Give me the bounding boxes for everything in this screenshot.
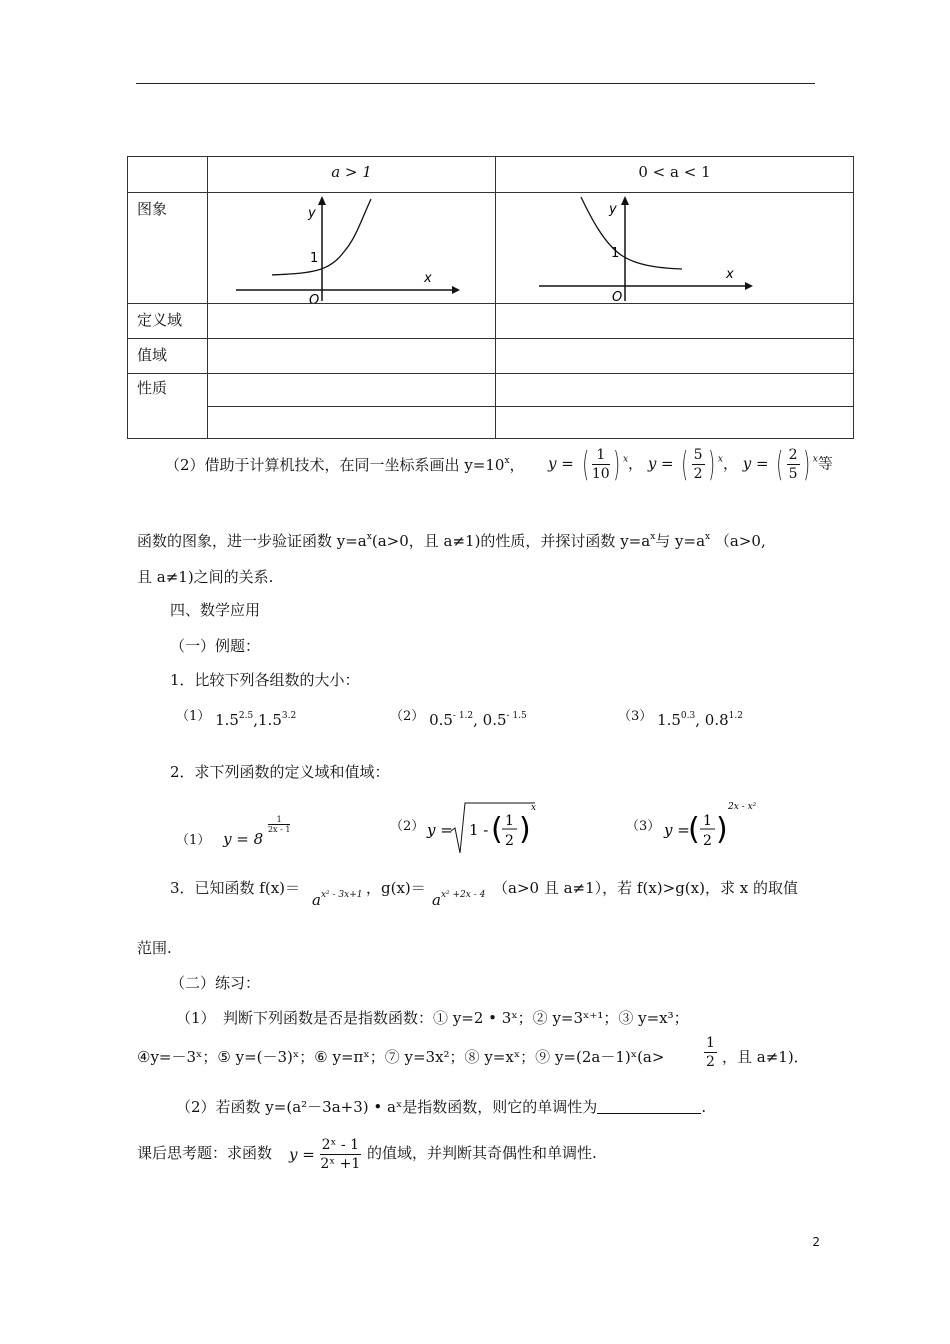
p2-sup: x <box>504 456 510 466</box>
x-label-a: x <box>424 271 432 286</box>
exp-1: x <box>622 454 629 465</box>
p2-line2-a: 函数的图象，进一步验证函数 y=a <box>137 532 367 550</box>
practice-title: （二）练习： <box>170 974 261 992</box>
row-graph-label-cell <box>127 192 208 304</box>
frac-2-den: 2 <box>693 466 703 482</box>
p2-y3: y = <box>742 454 769 473</box>
q2-3-exp: 2x - x² <box>728 802 757 812</box>
p2-fractions: y = ( $\frac{1}{10}$ ) $^x$， y = ( $\frac{5}{2}$ ) $^x$， y = ( $\frac{2}{5}$ ) $^x$等 <box>548 444 833 485</box>
header-a-lt-1-text: 0 < a < 1 <box>638 163 711 181</box>
q2-3-y: y = <box>664 821 690 839</box>
row-domain-label-cell <box>127 303 208 339</box>
exp-2: x <box>717 454 723 465</box>
q1-item-2 <box>390 707 527 730</box>
y-label-a: y <box>308 206 316 221</box>
rparen-3: ) <box>802 444 810 485</box>
q3-line2: 范围. <box>137 939 172 957</box>
exp-3: x <box>812 454 818 465</box>
y-label-b: y <box>609 202 617 217</box>
q3-fexpr <box>312 890 362 910</box>
props-a-cell-1 <box>207 373 496 407</box>
q2-item-2 <box>390 815 424 837</box>
think-num: 2ˣ - 1 <box>321 1137 359 1153</box>
p2-line2-d: （a>0, <box>714 532 766 550</box>
q2-item-3 <box>626 815 660 837</box>
one-label-a: 1 <box>310 251 319 266</box>
one-label-b: 1 <box>611 246 620 261</box>
props-a-cell-2 <box>207 406 496 439</box>
p2-deng: 等 <box>817 454 833 473</box>
q2-1-exp-den: 2x - 1 <box>267 825 291 834</box>
q1-2-base: 0.5 <box>429 711 453 729</box>
rparen-1: ) <box>613 444 620 485</box>
row-range-label-cell <box>127 338 208 374</box>
row-range-label: 值域 <box>137 346 168 364</box>
p2-text: （2）借助于计算机技术，在同一坐标系画出 y=10 <box>165 456 505 474</box>
frac-5-2 <box>692 446 705 483</box>
domain-a-cell <box>207 303 496 339</box>
q3-line1 <box>170 878 300 898</box>
y-arrow-b <box>621 196 629 205</box>
p2-y2: y = <box>647 454 674 473</box>
origin-label-a: O <box>309 293 320 305</box>
q3-part-b: ，g(x)＝ <box>366 879 426 897</box>
think-y: y = <box>289 1145 315 1164</box>
frac-2-num: 5 <box>693 447 703 463</box>
q1-1-label: （1） <box>176 709 211 724</box>
q2-3-num: 1 <box>703 813 712 829</box>
q1-2-mid: , 0.5 <box>473 711 507 729</box>
graph-decreasing-exponential <box>496 193 855 305</box>
graph-a-gt-1-cell <box>207 192 496 304</box>
origin-label-b: O <box>612 290 623 305</box>
half-num: 1 <box>706 1035 715 1051</box>
q1-1-base: 1.5 <box>215 711 239 729</box>
graph-a-lt-1-cell <box>495 192 854 304</box>
half-den: 2 <box>706 1054 715 1070</box>
practice-1-line2-a: ④y=－3ˣ；⑤ y=(－3)ˣ；⑥ y=πˣ；⑦ y=3x²；⑧ y=xˣ；⑨ y=(2a－1)ˣ(a> <box>137 1048 665 1066</box>
q2-2-label: （2） <box>390 819 425 834</box>
frac-1-10 <box>592 446 610 483</box>
frac-3-num: 2 <box>788 447 798 463</box>
q2-3-label: （3） <box>626 819 661 834</box>
row-graph-label: 图象 <box>137 200 168 218</box>
props-b-cell-1 <box>495 373 854 407</box>
page-number: 2 <box>812 1235 820 1249</box>
header-rule <box>136 83 815 84</box>
q2-2-exp: x <box>531 803 537 813</box>
graph-increasing-exponential <box>208 193 497 305</box>
x-label-b: x <box>726 267 734 282</box>
q3-part-a: 3．已知函数 f(x)＝ <box>170 879 301 897</box>
q2-3-rparen: ) <box>716 812 728 847</box>
think-text-a: 课后思考题：求函数 <box>137 1144 273 1162</box>
q2-2-den: 2 <box>505 833 514 849</box>
q2-2-inner: 1 - <box>469 821 489 839</box>
row-domain-label: 定义域 <box>137 311 183 329</box>
q2-2-formula <box>425 795 545 857</box>
q1-3-base: 1.5 <box>657 711 681 729</box>
practice-2-end: . <box>701 1098 707 1116</box>
q1-2-exp1: - 1.2 <box>452 711 474 721</box>
p2-line3: 且 a≠1)之间的关系. <box>137 568 274 586</box>
domain-b-cell <box>495 303 854 339</box>
q1-item-1 <box>176 707 296 730</box>
q2-2-num: 1 <box>505 813 514 829</box>
row-props-label: 性质 <box>137 379 168 397</box>
rparen-2: ) <box>707 444 715 485</box>
p2-line2-c: 与 y=a <box>655 532 706 550</box>
practice-half <box>704 1034 717 1071</box>
think-formula <box>289 1136 361 1186</box>
q2-2-rparen: ) <box>519 812 531 847</box>
frac-2-5 <box>787 446 800 483</box>
q1-1-exp2: 3.2 <box>281 711 297 721</box>
q1-item-3 <box>618 707 743 730</box>
q2-2-y: y = <box>427 821 453 839</box>
p2-comma: ， <box>509 456 525 474</box>
table-corner <box>127 156 208 193</box>
x-arrow-a <box>452 286 460 294</box>
q1-3-exp2: 1.2 <box>728 711 743 721</box>
frac-1-den: 10 <box>591 466 610 482</box>
header-a-lt-1 <box>495 156 854 193</box>
range-a-cell <box>207 338 496 374</box>
x-arrow-b <box>745 282 753 290</box>
q1-3-label: （3） <box>618 709 653 724</box>
lparen-1: ( <box>581 444 589 485</box>
frac-3-den: 5 <box>788 466 798 482</box>
row-props-label-cell <box>127 373 208 439</box>
q2-1-expr: y = 8 <box>223 830 264 848</box>
q2-text: 2．求下列函数的定义域和值域： <box>170 763 390 781</box>
q1-1-mid: ,1.5 <box>253 711 282 729</box>
q2-item-1 <box>176 815 290 851</box>
q2-1-label: （1） <box>176 833 211 848</box>
practice-1-line2 <box>137 1047 664 1067</box>
q2-1-exp <box>268 815 290 834</box>
think-fraction <box>320 1136 361 1173</box>
header-a-gt-1-text: a > 1 <box>331 163 372 181</box>
p2-line1 <box>165 455 525 475</box>
section-4-title: 四、数学应用 <box>170 601 261 619</box>
q1-3-exp1: 0.3 <box>680 711 696 721</box>
lparen-2: ( <box>681 444 689 485</box>
practice-1: （1） 判断下列函数是否是指数函数：① y=2 • 3ˣ；② y=3ˣ⁺¹；③ y=x³； <box>176 1009 689 1027</box>
p2-line2-sup2: x <box>650 532 656 542</box>
half-fraction <box>704 1034 717 1071</box>
q2-3-lparen: ( <box>688 812 700 847</box>
answer-blank <box>597 1099 701 1114</box>
q3-g-exp: x² +2x - 4 <box>440 890 486 900</box>
curve-a-lt-1 <box>581 197 682 269</box>
p2-line2-sup1: x <box>366 532 372 542</box>
q1-2-label: （2） <box>390 709 425 724</box>
frac-1-num: 1 <box>592 446 610 465</box>
y-arrow-a <box>318 196 326 205</box>
q2-1-exp-num: 1 <box>268 815 290 825</box>
q3-gexpr <box>432 890 485 910</box>
practice-2 <box>176 1097 706 1117</box>
q3-gpart <box>366 878 426 898</box>
q2-3-formula <box>662 795 772 857</box>
q2-3-den: 2 <box>703 833 712 849</box>
p2-y1: y = <box>548 454 574 473</box>
q1-2-exp2: - 1.5 <box>506 711 527 721</box>
q1-3-mid: , 0.8 <box>695 711 729 729</box>
p2-line2-b: (a>0，且 a≠1)的性质，并探讨函数 y=a <box>371 532 651 550</box>
think-den: 2ˣ +1 <box>320 1156 361 1172</box>
think-question <box>137 1143 272 1163</box>
properties-table <box>127 156 854 439</box>
q2-2-lparen: ( <box>491 812 503 847</box>
q3-g-base: a <box>432 891 441 909</box>
practice-1-line2-b: ，且 a≠1)． <box>722 1048 809 1066</box>
q1-1-exp1: 2.5 <box>238 711 254 721</box>
q3-f-exp: x² - 3x+1 <box>320 890 363 900</box>
examples-title: （一）例题： <box>170 637 261 655</box>
p2-line2-sup3: x <box>705 532 711 542</box>
q3-part-c: （a>0 且 a≠1），若 f(x)>g(x)，求 x 的取值 <box>493 879 798 897</box>
range-b-cell <box>495 338 854 374</box>
lparen-3: ( <box>776 444 784 485</box>
q3-f-base: a <box>312 891 321 909</box>
header-a-gt-1 <box>207 156 496 193</box>
practice-2-text: （2）若函数 y=(a²－3a+3) • aˣ是指数函数，则它的单调性为 <box>176 1098 598 1116</box>
props-b-cell-2 <box>495 406 854 439</box>
p2-line2 <box>137 531 766 551</box>
think-text-b: 的值域，并判断其奇偶性和单调性. <box>367 1144 597 1162</box>
q1-text: 1．比较下列各组数的大小： <box>170 671 360 689</box>
